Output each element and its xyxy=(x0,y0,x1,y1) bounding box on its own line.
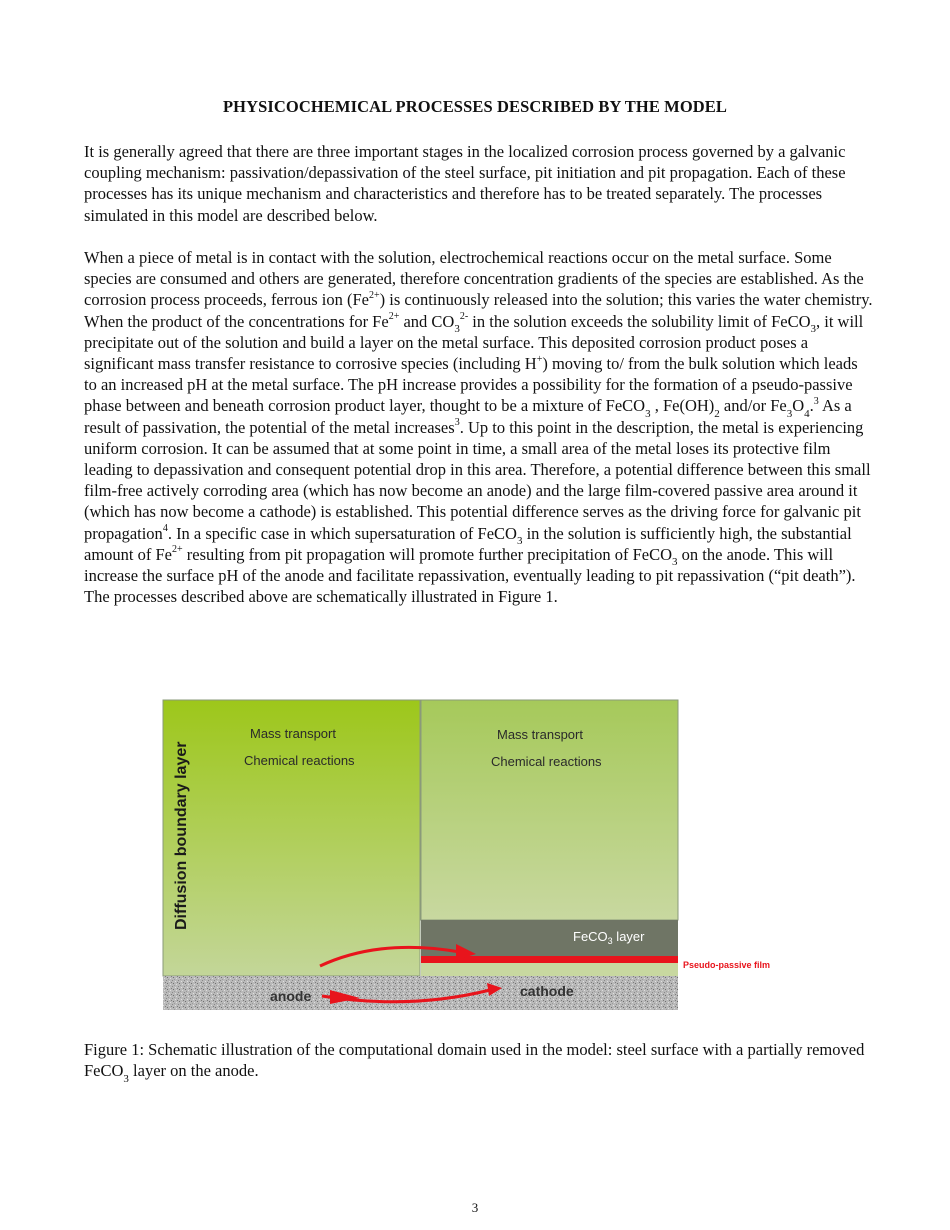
superscript: 2+ xyxy=(369,289,380,301)
section-heading: PHYSICOCHEMICAL PROCESSES DESCRIBED BY THE MODEL xyxy=(222,97,728,116)
subscript: 3 xyxy=(454,322,460,335)
layer-label-subscript: 3 xyxy=(607,936,613,946)
left-mass-transport: Mass transport xyxy=(250,726,336,741)
pseudo-passive-film-label: Pseudo-passive film xyxy=(683,960,771,970)
text-run: in the solution exceeds the solubility limit of FeCO xyxy=(468,311,811,331)
right-chemical-reactions: Chemical reactions xyxy=(491,754,602,769)
superscript: + xyxy=(536,353,543,365)
text-run: and/or Fe xyxy=(719,396,787,416)
caption-text-end: layer on the anode. xyxy=(128,1061,259,1081)
superscript: 2- xyxy=(459,311,469,323)
layer-label-base: FeCO xyxy=(573,929,608,944)
text-run: . In a specific case in which supersaturation of FeCO xyxy=(167,523,517,543)
figure-1-schematic xyxy=(160,698,810,1012)
subscript: 3 xyxy=(516,534,523,547)
text-run: resulting from pit propagation will promote further precipitation of FeCO xyxy=(182,544,673,564)
cathode-label: cathode xyxy=(520,983,574,999)
subscript: 2 xyxy=(714,407,720,420)
left-solution-region xyxy=(163,700,420,976)
citation-superscript: 4 xyxy=(162,523,168,535)
left-chemical-reactions: Chemical reactions xyxy=(244,753,355,768)
subscript: 3 xyxy=(645,407,651,420)
figure-caption xyxy=(84,1039,874,1085)
text-run: , Fe(OH) xyxy=(650,396,715,416)
subscript: 3 xyxy=(672,556,678,569)
steel-substrate xyxy=(163,976,678,1010)
text-run: . xyxy=(809,396,814,416)
layer-label-suffix: layer xyxy=(612,929,645,944)
citation-superscript: 3 xyxy=(813,395,819,407)
y-axis-label: Diffusion boundary layer xyxy=(173,741,190,930)
text-run: When a piece of metal is in contact with the solution, electrochemical reactions occur on the metal surface. Some species are consumed and others are generated, therefore concentration gradients of the species are established. As the corrosion process proceeds, ferrous ion (Fe xyxy=(84,248,864,310)
subscript: 3 xyxy=(786,407,793,420)
subscript: 4 xyxy=(804,407,810,420)
text-run: in the solution is sufficiently high, the substantial amount of Fe xyxy=(84,523,852,564)
text-run: and CO xyxy=(399,311,455,331)
caption-subscript: 3 xyxy=(123,1072,129,1085)
paragraph-intro-text: It is generally agreed that there are three important stages in the localized corrosion process governed by a galvanic coupling mechanism: passivation/depassivation of the steel surface, pit initiation and pit propagation. Each of these processes has its unique mechanism and characteristics and therefore has to be treated separately. The processes simulated in this model are described below. xyxy=(84,142,846,225)
right-mass-transport: Mass transport xyxy=(497,727,583,742)
text-run: , it will precipitate out of the solution and build a layer on the metal surface. This deposited corrosion product poses a significant mass transfer resistance to corrosive species (including H xyxy=(84,311,864,374)
superscript: 2+ xyxy=(388,311,400,323)
text-run: O xyxy=(792,396,805,416)
paragraph-processes xyxy=(84,247,874,607)
text-run: . Up to this point in the description, the metal is experiencing uniform corrosion. It can be assumed that at some point in time, a small area of the metal loses its protective film leading to depassivation and consequent potential drop in this area. Therefore, a potential difference between this small film-free actively corroding area (which has now become an anode) and the large film-covered passive area around it (which has now become a cathode) is established. This potential difference serves as the driving force for galvanic pit propagation xyxy=(84,417,871,543)
anode-label: anode xyxy=(270,988,312,1004)
caption-text: Figure 1: Schematic illustration of the computational domain used in the model: steel surface with a partially removed FeCO xyxy=(84,1040,865,1081)
citation-superscript: 3 xyxy=(454,417,460,429)
text-run: on the anode. This will increase the surface pH of the anode and facilitate repassivation, eventually leading to pit repassivation (“pit death”). The processes described above are schematically illustrated in Figure 1. xyxy=(84,544,856,607)
page-number: 3 xyxy=(471,1200,479,1215)
superscript: 2+ xyxy=(172,544,183,556)
paragraph-intro xyxy=(84,141,874,226)
text-run: ) is continuously released into the solution; this varies the water chemistry. When the product of the concentrations for Fe xyxy=(84,290,873,331)
text-run: As a result of passivation, the potential of the metal increases xyxy=(84,396,852,437)
text-run: ) moving to/ from the bulk solution which leads to an increased pH at the metal surface. The pH increase provides a possibility for the formation of a pseudo-passive phase between and beneath corrosion product layer, thought to be a mixture of FeCO xyxy=(84,354,858,416)
subscript: 3 xyxy=(810,322,817,335)
cathode-interface xyxy=(421,963,678,976)
